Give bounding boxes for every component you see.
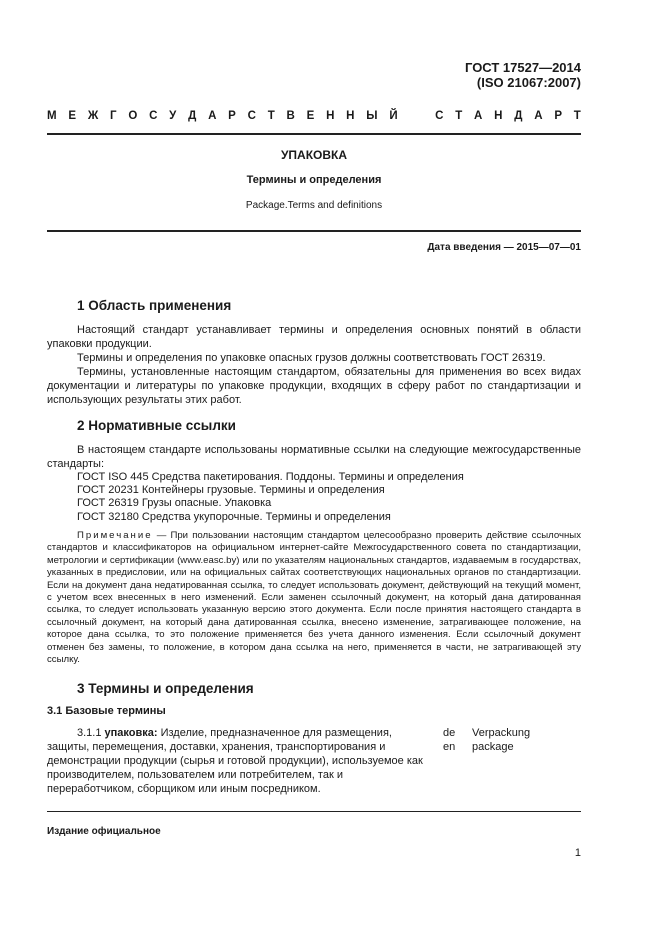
banner-letter: С: [247, 110, 256, 122]
equivalent-de: Verpackung: [472, 727, 531, 739]
banner-letter: А: [474, 110, 483, 122]
term-equivalents-codes: [443, 726, 455, 754]
section-1-heading: 1 Область применения: [77, 298, 232, 313]
references-note: [47, 530, 581, 666]
banner-letter: Р: [554, 110, 562, 122]
equivalent-en: package: [472, 741, 514, 753]
document-title: УПАКОВКА: [280, 148, 348, 162]
banner-letter: Т: [267, 110, 275, 122]
footer-rule: [47, 811, 581, 812]
banner-letter: Н: [346, 110, 355, 122]
banner-letter: Т: [455, 110, 463, 122]
term-3-1-1: [47, 726, 432, 796]
banner-letter: В: [286, 110, 295, 122]
banner-letter: Е: [68, 110, 77, 122]
official-edition-label: Издание официальное: [47, 826, 161, 837]
reference-item: ГОСТ 20231 Контейнеры грузовые. Термины и определения: [77, 484, 385, 497]
term-definition: Изделие, предназначенное для размещения, защиты, перемещения, доставки, хранения, транспортирования и демонстрации продукции (сырья и готовой продукции), используемое как производителем, пользователем или потребителем, так и переработчиком, сборщиком или иным посредником.: [47, 727, 423, 795]
banner-letter: М: [47, 110, 57, 122]
banner-letter: С: [435, 110, 444, 122]
section-2-heading: 2 Нормативные ссылки: [77, 418, 236, 433]
page-number: 1: [574, 847, 581, 859]
note-text: — При пользовании настоящим стандартом целесообразно проверить действие ссылочных стандартов и классификаторов на официальном интернет-сайте Межгосударственного совета по стандартизации, метрологии и сертификации (www.easc.by) или по указателям национальных стандартов, издаваемым в государствах, указанных в предисловии, или на официальных сайтах соответствующих национальных органов по стандартизации. Если на документ дана недатированная ссылка, то следует использовать документ, действующий на текущий момент, с учетом всех внесенных в него изменений. Если заменен ссылочный документ, на который дана датированная ссылка, то следует использовать указанную версию этого документа. Если после принятия настоящего стандарта в ссылочный документ, на который дана датированная ссылка, внесено изменение, затрагивающее положение, на которое дана ссылка, то это положение применяется без учета данного изменения. Если ссылочный документ отменен без замены, то положение, в котором дана ссылка на него, применяется в части, не затрагивающей эту ссылку.: [47, 530, 581, 666]
banner-letter: У: [169, 110, 177, 122]
normative-references-list: [77, 471, 464, 524]
banner-letter: А: [208, 110, 217, 122]
term-number: 3.1.1: [77, 727, 105, 739]
section-3-heading: 3 Термины и определения: [77, 681, 254, 696]
term-equivalents-words: [472, 726, 530, 754]
gost-number: ГОСТ 17527—2014: [465, 60, 581, 75]
banner-letter: Г: [110, 110, 117, 122]
reference-item: ГОСТ ISO 445 Средства пакетирования. Поддоны. Термины и определения: [77, 471, 464, 483]
english-title: Package.Terms and definitions: [245, 200, 383, 211]
reference-item: ГОСТ 26319 Грузы опасные. Упаковка: [77, 497, 272, 510]
language-code-en: en: [443, 741, 456, 753]
banner-letter: С: [149, 110, 158, 122]
banner-letter: Н: [326, 110, 335, 122]
banner-gap: [409, 110, 423, 122]
banner-letter: Т: [573, 110, 581, 122]
date-of-introduction: Дата введения — 2015—07—01: [427, 242, 581, 253]
document-subtitle: Термины и определения: [246, 174, 382, 186]
term-word: упаковка:: [104, 727, 158, 739]
banner-letter: А: [534, 110, 543, 122]
banner-letter: Е: [306, 110, 315, 122]
iso-number: (ISO 21067:2007): [476, 75, 581, 90]
banner-letter: Н: [494, 110, 503, 122]
banner-letter: Д: [188, 110, 197, 122]
title-rule: [47, 230, 581, 232]
banner-letter: Ж: [87, 110, 99, 122]
section-1-paragraph-1: Настоящий стандарт устанавливает термины и определения основных понятий в области упаковки продукции.: [47, 324, 581, 350]
banner-letter: Ы: [366, 110, 378, 122]
top-rule: [47, 133, 581, 135]
section-1-paragraph-3: Термины, установленные настоящим стандартом, обязательны для применения во всех видах документации и литературы по упаковке продукции, входящих в сферу работ по стандартизации и использующих результаты этих работ.: [47, 366, 581, 406]
banner-letter: Р: [228, 110, 236, 122]
standard-code: [465, 60, 581, 90]
banner-letter: Й: [389, 110, 398, 122]
banner-letter: О: [128, 110, 138, 122]
note-label: Примечание: [77, 530, 153, 541]
banner-interstate-standard: [47, 110, 581, 122]
section-2-intro: В настоящем стандарте использованы нормативные ссылки на следующие межгосударственные стандарты:: [47, 444, 581, 470]
subsection-3-1-heading: 3.1 Базовые термины: [47, 705, 166, 717]
language-code-de: de: [443, 727, 456, 739]
section-1-paragraph-2: Термины и определения по упаковке опасных грузов должны соответствовать ГОСТ 26319.: [77, 352, 546, 364]
reference-item: ГОСТ 32180 Средства укупорочные. Термины и определения: [77, 510, 391, 523]
banner-letter: Д: [514, 110, 523, 122]
